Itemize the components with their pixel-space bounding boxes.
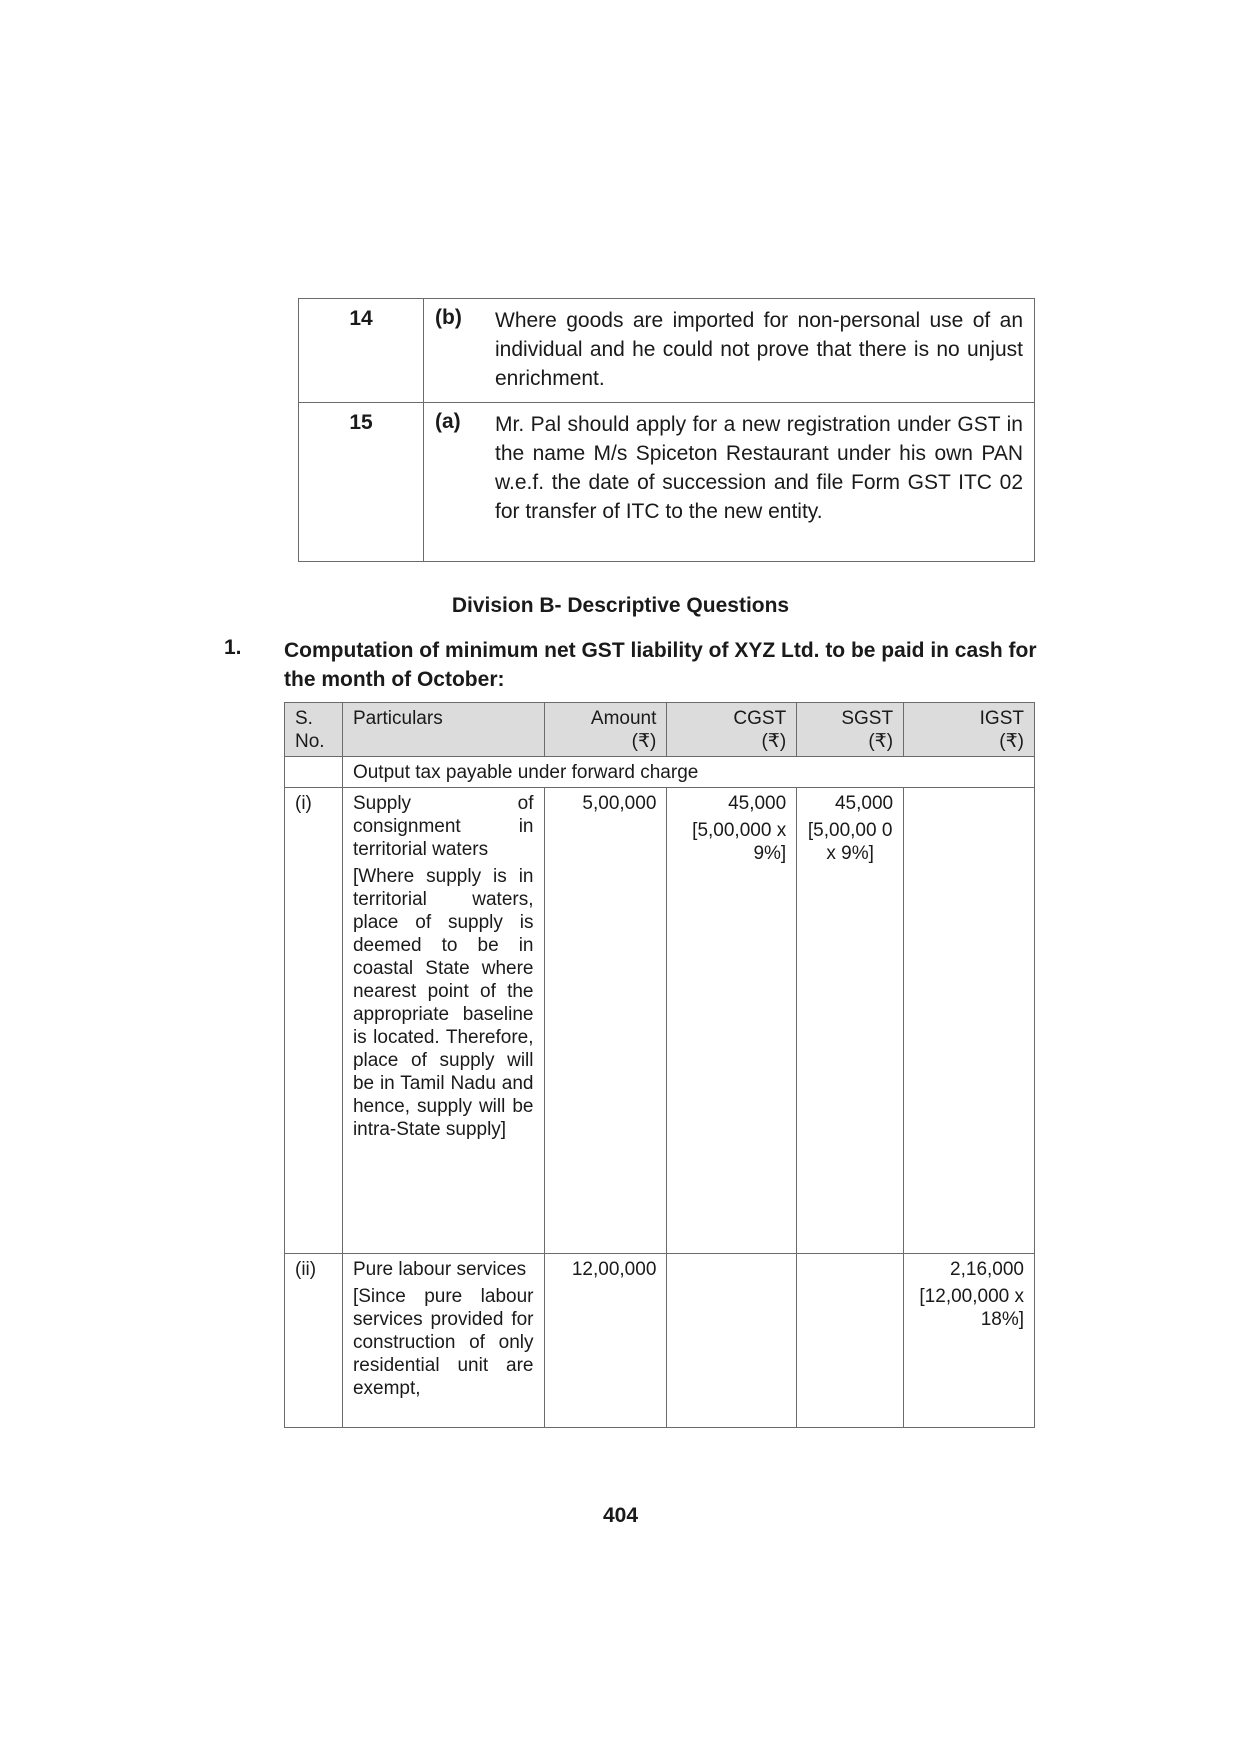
question-number: 14	[299, 299, 424, 403]
table-row	[299, 299, 1035, 403]
igst-value: 2,16,000	[950, 1259, 1024, 1280]
cgst-value: 45,000	[728, 793, 787, 814]
header-sno: S. No.	[285, 703, 343, 757]
row-sgst	[797, 788, 904, 1254]
cgst-calculation: [5,00,000 x 9%]	[692, 820, 787, 864]
header-amount-unit: (₹)	[631, 731, 657, 752]
header-igst	[904, 703, 1035, 757]
page-number: 404	[602, 1504, 639, 1527]
sgst-calculation: [5,00,00 0 x 9%]	[807, 820, 893, 864]
header-igst-unit: (₹)	[999, 731, 1024, 752]
row-igst	[904, 788, 1035, 1254]
table-row	[299, 403, 1035, 562]
header-cgst-label: CGST	[733, 708, 787, 729]
question-title: Computation of minimum net GST liability of XYZ Ltd. to be paid in cash for the month of October:	[284, 639, 1037, 691]
gst-computation-table	[284, 702, 1035, 1428]
row-amount: 12,00,000	[544, 1254, 667, 1428]
table-row	[285, 788, 1035, 1254]
row-cgst	[667, 788, 797, 1254]
row-igst	[904, 1254, 1035, 1428]
answer-cell	[424, 299, 1035, 403]
header-cgst-unit: (₹)	[761, 731, 787, 752]
sgst-value: 45,000	[834, 793, 894, 814]
header-igst-label: IGST	[979, 708, 1024, 729]
answer-text: Where goods are imported for non-personal use of an individual and he could not prove that there is no unjust enrichment.	[495, 309, 1023, 390]
row-particulars	[342, 788, 544, 1254]
particulars-note: [Since pure labour services provided for construction of only residential unit are exempt,	[352, 1286, 534, 1399]
answer-option: (a)	[435, 410, 461, 433]
particulars-label: Supply of consignment in territorial waters	[352, 793, 534, 860]
header-amount	[544, 703, 667, 757]
header-cgst	[667, 703, 797, 757]
header-sgst-unit: (₹)	[868, 731, 894, 752]
table-row	[285, 1254, 1035, 1428]
igst-calculation: [12,00,000 x 18%]	[919, 1286, 1024, 1330]
answer-text: Mr. Pal should apply for a new registration under GST in the name M/s Spiceton Restaurant under his own PAN w.e.f. the date of succession and file Form GST ITC 02 for transfer of ITC to the new entity.	[495, 413, 1023, 523]
particulars-label: Pure labour services	[352, 1259, 527, 1280]
question-number: 15	[299, 403, 424, 562]
question-number: 1.	[224, 636, 242, 659]
answer-cell	[424, 403, 1035, 562]
header-particulars: Particulars	[342, 703, 544, 757]
answer-option: (b)	[435, 306, 462, 329]
section-heading-row	[285, 757, 1035, 788]
mcq-answer-table	[298, 298, 1035, 562]
row-sno: (i)	[285, 788, 343, 1254]
row-sgst	[797, 1254, 904, 1428]
row-cgst	[667, 1254, 797, 1428]
division-title: Division B- Descriptive Questions	[451, 594, 790, 617]
particulars-note: [Where supply is in territorial waters, place of supply is deemed to be in coastal State where nearest point of the appropriate baseline is located. Therefore, place of supply will be in Tamil Nadu and hence, supply will be intra-State supply]	[352, 866, 534, 1140]
row-sno: (ii)	[285, 1254, 343, 1428]
header-sgst-label: SGST	[841, 708, 894, 729]
header-sgst	[797, 703, 904, 757]
table-header-row	[285, 703, 1035, 757]
section-heading: Output tax payable under forward charge	[342, 757, 1034, 788]
row-particulars	[342, 1254, 544, 1428]
header-amount-label: Amount	[590, 708, 657, 729]
row-amount: 5,00,000	[544, 788, 667, 1254]
empty-cell	[285, 757, 343, 788]
